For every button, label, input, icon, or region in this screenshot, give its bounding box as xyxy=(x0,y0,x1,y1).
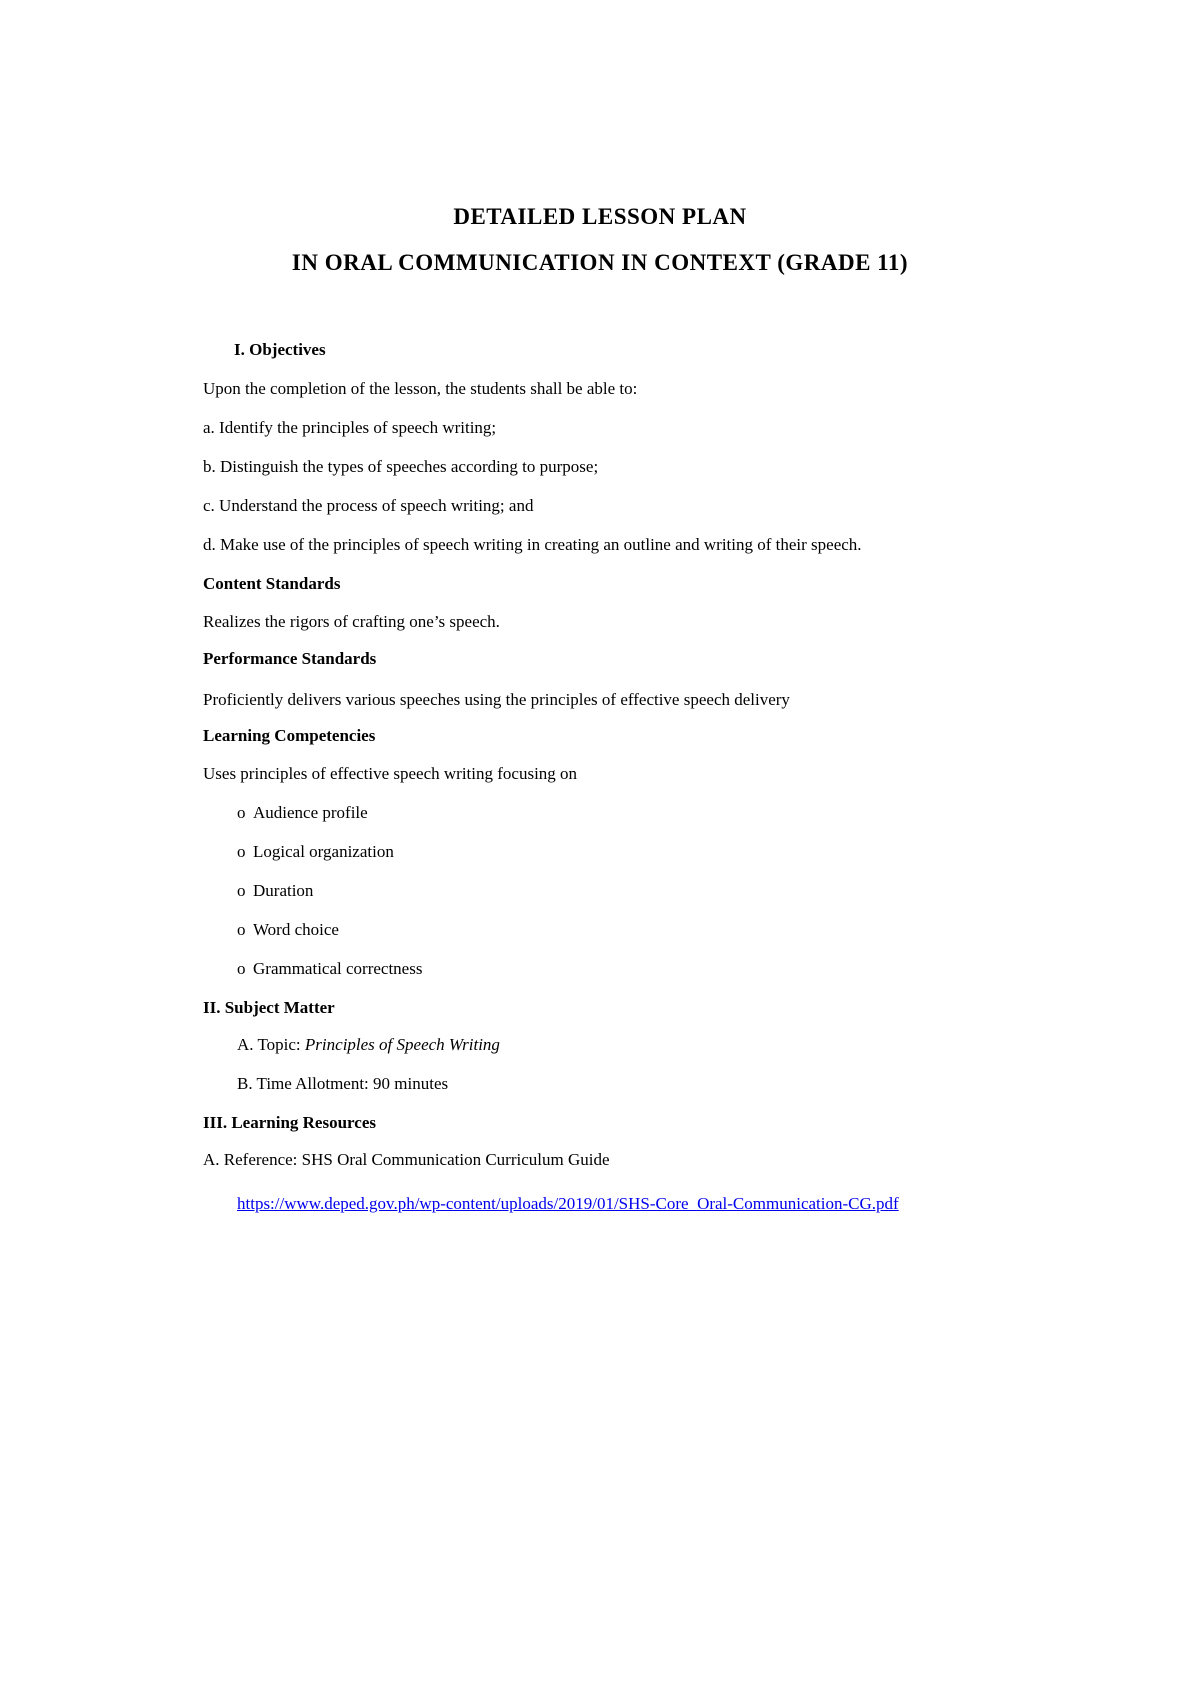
list-item xyxy=(203,920,1023,959)
reference-line: A. Reference: SHS Oral Communication Curriculum Guide xyxy=(203,1150,610,1169)
bullet-marker: o xyxy=(237,803,246,822)
learning-competencies-heading: Learning Competencies xyxy=(203,726,376,745)
document-title xyxy=(0,200,1200,292)
competency-label: Duration xyxy=(253,881,314,900)
topic-label: A. Topic: xyxy=(237,1035,305,1054)
bullet-marker: o xyxy=(237,842,246,861)
topic-line xyxy=(203,1035,1023,1074)
title-line-2: IN ORAL COMMUNICATION IN CONTEXT (GRADE 11) xyxy=(291,250,909,275)
content-standards-text: Realizes the rigors of crafting one’s speech. xyxy=(203,612,500,631)
objectives-intro: Upon the completion of the lesson, the students shall be able to: xyxy=(203,379,638,398)
learning-resources-heading: III. Learning Resources xyxy=(203,1113,376,1132)
objectives-heading: I. Objectives xyxy=(234,340,326,359)
performance-standards-heading: Performance Standards xyxy=(203,649,377,668)
content-standards-heading: Content Standards xyxy=(203,574,341,593)
curriculum-guide-link[interactable]: https://www.deped.gov.ph/wp-content/uploads/2019/01/SHS-Core_Oral-Communication-CG.pdf xyxy=(237,1194,899,1213)
list-item xyxy=(203,842,1023,881)
learning-competencies-intro: Uses principles of effective speech writing focusing on xyxy=(203,764,578,783)
topic-value: Principles of Speech Writing xyxy=(304,1035,500,1054)
competency-label: Audience profile xyxy=(253,803,368,822)
time-allotment: B. Time Allotment: 90 minutes xyxy=(237,1074,449,1093)
competency-label: Word choice xyxy=(253,920,339,939)
bullet-marker: o xyxy=(237,920,246,939)
objective-item-b: b. Distinguish the types of speeches according to purpose; xyxy=(203,457,599,476)
title-line-1: DETAILED LESSON PLAN xyxy=(453,204,747,229)
bullet-marker: o xyxy=(237,959,246,978)
performance-standards-text: Proficiently delivers various speeches using the principles of effective speech delivery xyxy=(203,690,790,709)
competency-label: Grammatical correctness xyxy=(253,959,423,978)
lesson-body xyxy=(203,340,1023,1218)
list-item xyxy=(203,881,1023,920)
list-item xyxy=(203,959,1023,998)
objective-item-d: d. Make use of the principles of speech writing in creating an outline and writing of their speech. xyxy=(203,535,862,554)
objective-item-a: a. Identify the principles of speech writing; xyxy=(203,418,497,437)
objective-item-c: c. Understand the process of speech writing; and xyxy=(203,496,534,515)
list-item xyxy=(203,803,1023,842)
subject-matter-heading: II. Subject Matter xyxy=(203,998,335,1017)
competency-label: Logical organization xyxy=(253,842,394,861)
bullet-marker: o xyxy=(237,881,246,900)
